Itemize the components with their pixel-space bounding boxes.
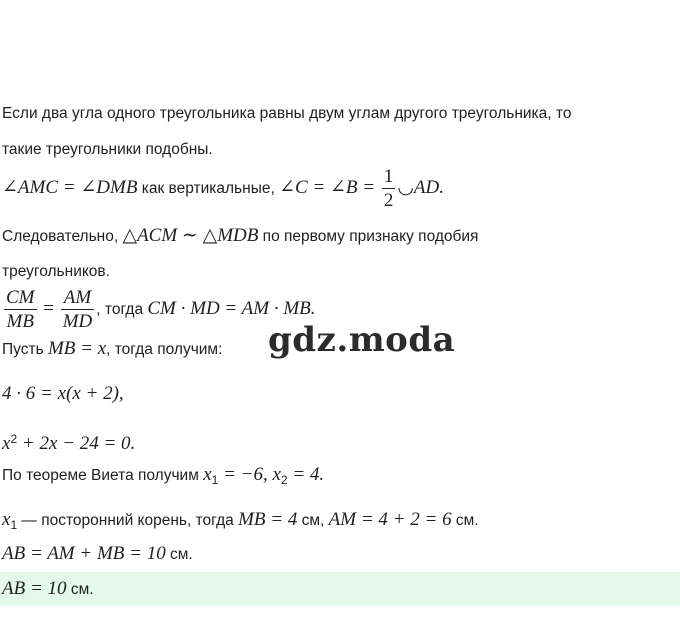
- paragraph-line: Если два угла одного треугольника равны двум углам другого треугольника, то: [2, 105, 572, 122]
- denominator: 2: [383, 190, 394, 212]
- root-line: [2, 509, 479, 536]
- math-expression: = 4.: [287, 464, 325, 485]
- text: , тогда получим:: [106, 341, 223, 358]
- text: Следовательно,: [2, 228, 123, 245]
- text: см.: [66, 581, 94, 598]
- math-expression: MB = 4: [238, 509, 298, 530]
- paragraph-line: такие треугольники подобны.: [2, 141, 213, 158]
- math-expression: CM · MD = AM · MB.: [147, 298, 316, 319]
- paragraph-line: треугольников.: [2, 263, 110, 280]
- equation-line: [2, 383, 124, 406]
- math-expression: x: [203, 464, 212, 485]
- fraction: [4, 288, 37, 331]
- vieta-line: [2, 464, 324, 491]
- denominator: MD: [62, 311, 93, 333]
- math-expression: MB = x: [47, 338, 107, 359]
- subscript: 1: [211, 473, 219, 488]
- text: см.: [165, 546, 193, 563]
- math-expression: AM = 4 + 2 = 6: [328, 509, 452, 530]
- fraction: [382, 167, 396, 210]
- angles-line: [2, 165, 444, 212]
- math-expression: ◡AD.: [397, 177, 444, 198]
- math-expression: x: [2, 433, 11, 455]
- similarity-line: [2, 225, 478, 248]
- math-expression: ∠AMC = ∠DMB: [2, 177, 138, 198]
- sum-line: [2, 543, 193, 566]
- equals-sign: =: [38, 298, 59, 319]
- math-expression: ∠C = ∠B =: [279, 177, 380, 198]
- text: По теореме Виета получим: [2, 467, 204, 484]
- answer-highlight: [0, 572, 680, 606]
- exponent: 2: [10, 432, 18, 446]
- text: по первому признаку подобия: [258, 228, 479, 245]
- watermark-logo: gdz.moda: [268, 320, 456, 360]
- text: — посторонний корень, тогда: [17, 512, 239, 529]
- subscript: 2: [280, 473, 288, 488]
- numerator: 1: [383, 166, 394, 188]
- text: как вертикальные,: [137, 180, 280, 197]
- subscript: 1: [10, 518, 18, 533]
- text: см,: [297, 512, 329, 529]
- math-expression: △ACM ∼ △MDB: [122, 225, 259, 246]
- numerator: AM: [61, 288, 95, 310]
- denominator: MB: [6, 311, 34, 333]
- math-expression: = −6, x: [218, 464, 281, 485]
- fraction: [61, 288, 95, 331]
- answer-line: [2, 578, 94, 601]
- equation-line: [2, 428, 135, 456]
- let-line: [2, 338, 222, 361]
- numerator: CM: [6, 287, 35, 309]
- math-expression: AB = AM + MB = 10: [2, 543, 166, 564]
- math-expression: + 2x − 24 = 0.: [17, 433, 136, 455]
- text: см.: [451, 512, 479, 529]
- math-expression: x: [2, 509, 11, 530]
- text: Пусть: [2, 341, 48, 358]
- math-expression: AB = 10: [2, 578, 67, 599]
- math-expression: 4 · 6 = x(x + 2),: [2, 383, 124, 404]
- text: , тогда: [96, 301, 148, 318]
